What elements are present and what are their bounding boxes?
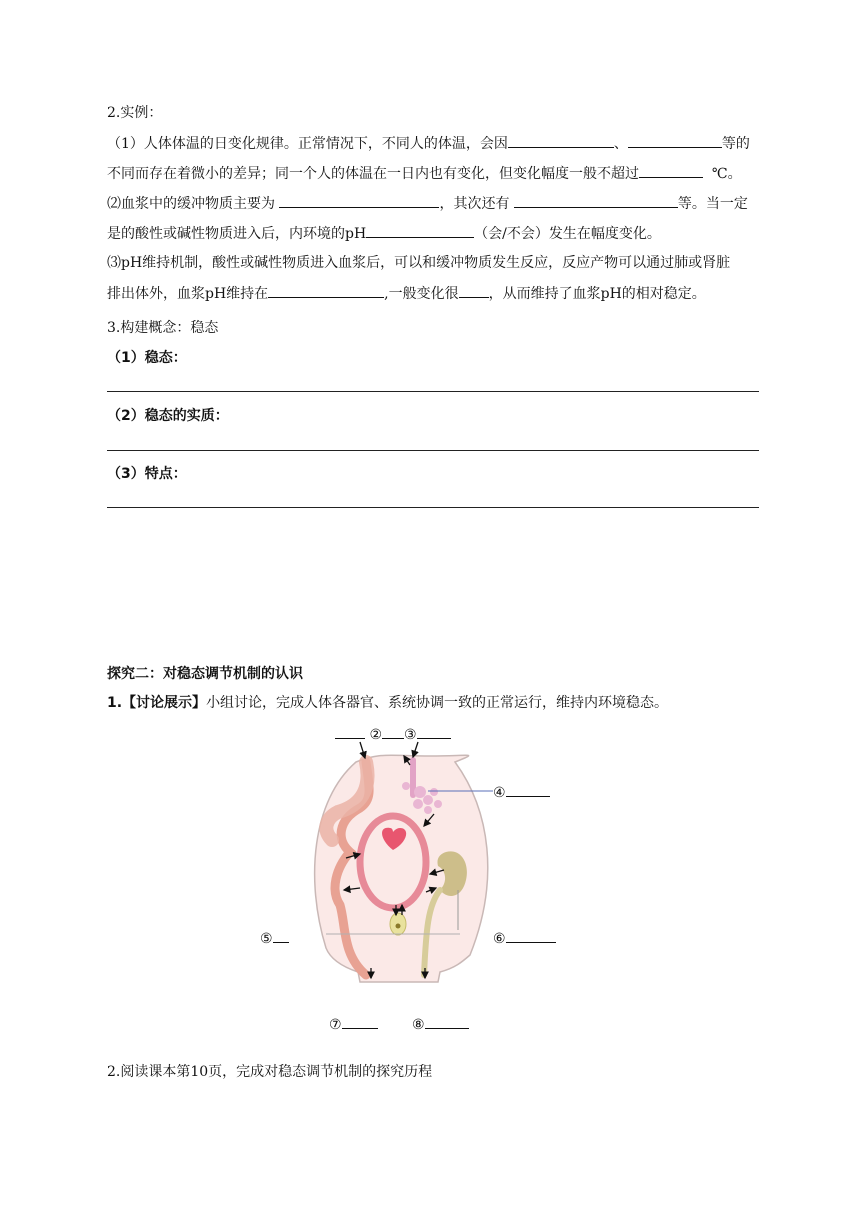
item2-text-a: ⑵血浆中的缓冲物质主要为: [107, 196, 275, 212]
section3-heading: 3.构建概念：稳态: [107, 320, 219, 336]
label-n8: ⑧: [412, 1017, 425, 1033]
q3-label: （3）特点：: [107, 466, 187, 482]
diagram-label-7: [329, 1014, 378, 1034]
item3-line1: ⑶pH维持机制，酸性或碱性物质进入血浆后，可以和缓冲物质发生反应，反应产物可以通过肺或肾脏: [107, 255, 731, 271]
blank-label1[interactable]: [335, 724, 365, 739]
blank-label4[interactable]: [506, 782, 550, 797]
label-n5: ⑤: [260, 931, 273, 947]
item3-text-c: ,一般变化很: [384, 286, 459, 302]
item1-text-d: 不同而存在着微小的差异；同一个人的体温在一日内也有变化，但变化幅度一般不超过: [107, 166, 639, 182]
label-n4: ④: [493, 785, 506, 801]
label-n2: ②: [369, 727, 383, 743]
item2-text-e: （会/不会）发生在幅度变化。: [474, 226, 661, 242]
section2-heading: 2.实例：: [107, 105, 163, 121]
discussion-text: 小组讨论，完成人体各器官、系统协调一致的正常运行，维持内环境稳态。: [206, 695, 669, 711]
diagram-label-5: [260, 928, 289, 948]
blank-label7[interactable]: [342, 1014, 378, 1029]
item1-text-a: （1）人体体温的日变化规律。正常情况下，不同人的体温，会因: [107, 136, 508, 152]
blank-label8[interactable]: [425, 1014, 469, 1029]
q1-label: （1）稳态：: [107, 350, 187, 366]
blank-label5[interactable]: [273, 928, 289, 943]
diagram-label-4: [493, 782, 550, 802]
explore2-heading: 探究二：对稳态调节机制的认识: [107, 666, 303, 682]
diagram-label-6: [493, 928, 556, 948]
explore2-item2: 2.阅读课本第10页，完成对稳态调节机制的探究历程: [107, 1064, 433, 1080]
blank-label2[interactable]: [382, 724, 404, 739]
discussion-tag: 1.【讨论展示】: [107, 695, 207, 711]
diagram-label-8: [412, 1014, 469, 1034]
blank-label6[interactable]: [506, 928, 556, 943]
item1-text-c: 等的: [721, 136, 750, 152]
item1-text-b: 、: [613, 136, 628, 152]
label-n7: ⑦: [329, 1017, 342, 1033]
item2-text-b: ，其次还有: [439, 196, 510, 212]
item3-text-b: 排出体外，血浆pH维持在: [107, 286, 269, 302]
item2-text-c: 等。当一定: [677, 196, 748, 212]
label-n6: ⑥: [493, 931, 506, 947]
blank-label3[interactable]: [417, 724, 451, 739]
item1-text-e: ℃。: [711, 166, 742, 182]
item3-text-d: ，从而维持了血浆pH的相对稳定。: [488, 286, 706, 302]
q2-label: （2）稳态的实质：: [107, 408, 229, 424]
diagram-label-top: [335, 724, 451, 744]
label-n3: ③: [404, 727, 417, 743]
item2-text-d: 是的酸性或碱性物质进入后，内环境的pH: [107, 226, 367, 242]
